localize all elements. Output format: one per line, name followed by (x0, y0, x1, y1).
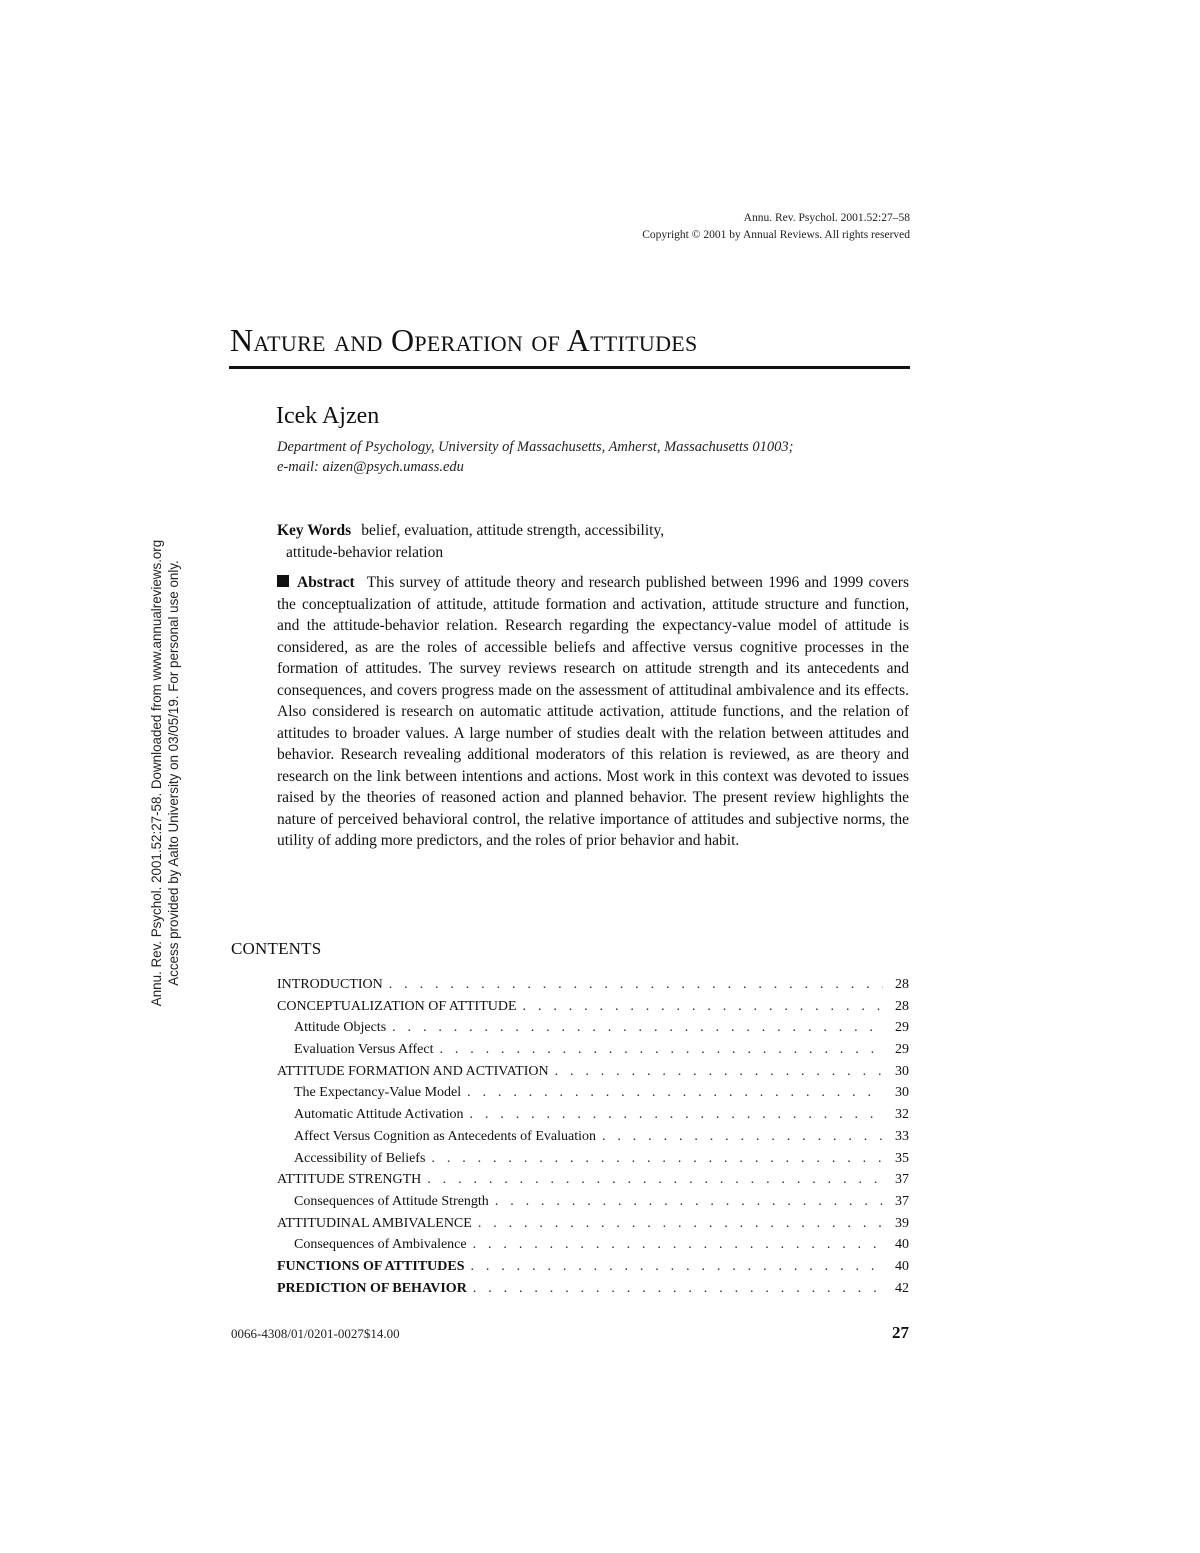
toc-entry-page: 35 (895, 1150, 909, 1166)
citation-line: Annu. Rev. Psychol. 2001.52:27–58 (743, 212, 910, 224)
toc-entry-page: 37 (895, 1193, 909, 1209)
contents-heading: CONTENTS (231, 939, 322, 958)
toc-entry-page: 37 (895, 1172, 909, 1188)
toc-entry[interactable] (277, 996, 909, 1018)
toc-entry-label: PREDICTION OF BEHAVIOR (277, 1280, 467, 1296)
toc-dot-leader (602, 1126, 883, 1148)
title-rule (229, 366, 910, 369)
access-notice-line: Access provided by Aalto University on 03/05/19. For personal use only. (166, 560, 181, 986)
toc-entry-page: 40 (895, 1258, 909, 1274)
toc-dot-leader (478, 1213, 883, 1235)
toc-entry[interactable] (277, 974, 909, 996)
keywords-block (277, 520, 837, 564)
toc-entry[interactable] (277, 1061, 909, 1083)
journal-citation (642, 210, 910, 244)
toc-entry-label: ATTITUDINAL AMBIVALENCE (277, 1215, 472, 1231)
toc-entry-page: 28 (895, 998, 909, 1014)
toc-entry-page: 40 (895, 1237, 909, 1253)
toc-entry[interactable] (277, 1148, 909, 1170)
toc-entry-page: 39 (895, 1215, 909, 1231)
toc-entry[interactable] (277, 1191, 909, 1213)
toc-entry-label: Accessibility of Beliefs (294, 1150, 426, 1166)
toc-entry-page: 42 (895, 1280, 909, 1296)
affiliation-line: Department of Psychology, University of Massachusetts, Amherst, Massachusetts 01003; (277, 439, 794, 455)
page-number: 27 (892, 1323, 909, 1342)
toc-dot-leader (523, 996, 883, 1018)
toc-entry-label: ATTITUDE FORMATION AND ACTIVATION (277, 1063, 549, 1079)
toc-dot-leader (495, 1191, 883, 1213)
toc-entry-page: 33 (895, 1128, 909, 1144)
toc-entry-label: CONCEPTUALIZATION OF ATTITUDE (277, 998, 517, 1014)
toc-entry-page: 29 (895, 1020, 909, 1036)
toc-entry-label: Automatic Attitude Activation (294, 1107, 464, 1123)
toc-dot-leader (470, 1104, 883, 1126)
toc-entry[interactable] (277, 1169, 909, 1191)
toc-dot-leader (431, 1148, 883, 1170)
table-of-contents (277, 974, 909, 1299)
toc-entry-label: Consequences of Ambivalence (294, 1237, 467, 1253)
download-notice-line: Annu. Rev. Psychol. 2001.52:27-58. Downloaded from www.annualreviews.org (149, 539, 164, 1007)
author-affiliation (277, 437, 917, 477)
footer-issn: 0066-4308/01/0201-0027$14.00 (231, 1326, 400, 1341)
copyright-line: Copyright © 2001 by Annual Reviews. All rights reserved (642, 229, 910, 241)
toc-entry[interactable] (277, 1039, 909, 1061)
toc-entry[interactable] (277, 1278, 909, 1300)
article-title: Nature and Operation of Attitudes (230, 322, 698, 358)
toc-entry-label: Evaluation Versus Affect (294, 1042, 434, 1058)
toc-entry-page: 28 (895, 977, 909, 992)
toc-dot-leader (473, 1278, 883, 1300)
toc-dot-leader (470, 1256, 883, 1278)
toc-entry-label: Affect Versus Cognition as Antecedents of Evaluation (294, 1128, 596, 1144)
author-name: Icek Ajzen (276, 403, 380, 429)
toc-dot-leader (389, 974, 883, 996)
square-bullet-icon (277, 575, 289, 587)
toc-entry[interactable] (277, 1126, 909, 1148)
toc-entry[interactable] (277, 1213, 909, 1235)
toc-entry[interactable] (277, 1234, 909, 1256)
keywords-label: Key Words (277, 522, 352, 539)
abstract-label: Abstract (297, 574, 355, 591)
toc-entry-page: 29 (895, 1042, 909, 1058)
abstract-block (277, 572, 909, 852)
toc-entry-label: Consequences of Attitude Strength (294, 1193, 489, 1209)
toc-dot-leader (473, 1234, 883, 1256)
toc-entry-page: 30 (895, 1085, 909, 1101)
toc-entry[interactable] (277, 1082, 909, 1104)
toc-entry-label: FUNCTIONS OF ATTITUDES (277, 1258, 465, 1274)
abstract-text: This survey of attitude theory and research published between 1996 and 1999 covers the conceptualization of attitude, attitude formation and activation, attitude structure and function, and the attitude-behavior relation. Research regarding the expectancy-value model of attitude is considered, as are the roles of accessible beliefs and affective versus cognitive processes in the formation of attitudes. The survey reviews research on attitude strength and its antecedents and consequences, and covers progress made on the assessment of attitudinal ambivalence and its effects. Also considered is research on automatic attitude activation, attitude functions, and the relation of attitudes to broader values. A large number of studies dealt with the relation between attitudes and behavior. Research revealing additional moderators of this relation is reviewed, as are theory and research on the link between intentions and actions. Most work in this context was devoted to issues raised by the theories of reasoned action and planned behavior. The present review highlights the nature of perceived behavioral control, the relative importance of attitudes and subjective norms, the utility of adding more predictors, and the roles of prior behavior and habit. (277, 574, 909, 849)
toc-dot-leader (555, 1061, 883, 1083)
toc-entry-label: ATTITUDE STRENGTH (277, 1172, 422, 1188)
download-notice (148, 328, 182, 1028)
toc-entry-page: 30 (895, 1063, 909, 1079)
toc-entry[interactable] (277, 1017, 909, 1039)
toc-entry-page: 32 (895, 1107, 909, 1123)
toc-entry[interactable] (277, 1104, 909, 1126)
toc-entry-label: INTRODUCTION (277, 977, 383, 992)
toc-entry-label: The Expectancy-Value Model (294, 1085, 462, 1101)
toc-entry-label: Attitude Objects (294, 1020, 387, 1036)
toc-entry[interactable] (277, 1256, 909, 1278)
author-email: e-mail: aizen@psych.umass.edu (277, 459, 464, 475)
toc-dot-leader (392, 1017, 883, 1039)
keywords-text-continued: attitude-behavior relation (286, 544, 444, 561)
keywords-text: belief, evaluation, attitude strength, accessibility, (361, 522, 665, 539)
toc-dot-leader (467, 1082, 883, 1104)
toc-dot-leader (427, 1169, 883, 1191)
toc-dot-leader (439, 1039, 883, 1061)
